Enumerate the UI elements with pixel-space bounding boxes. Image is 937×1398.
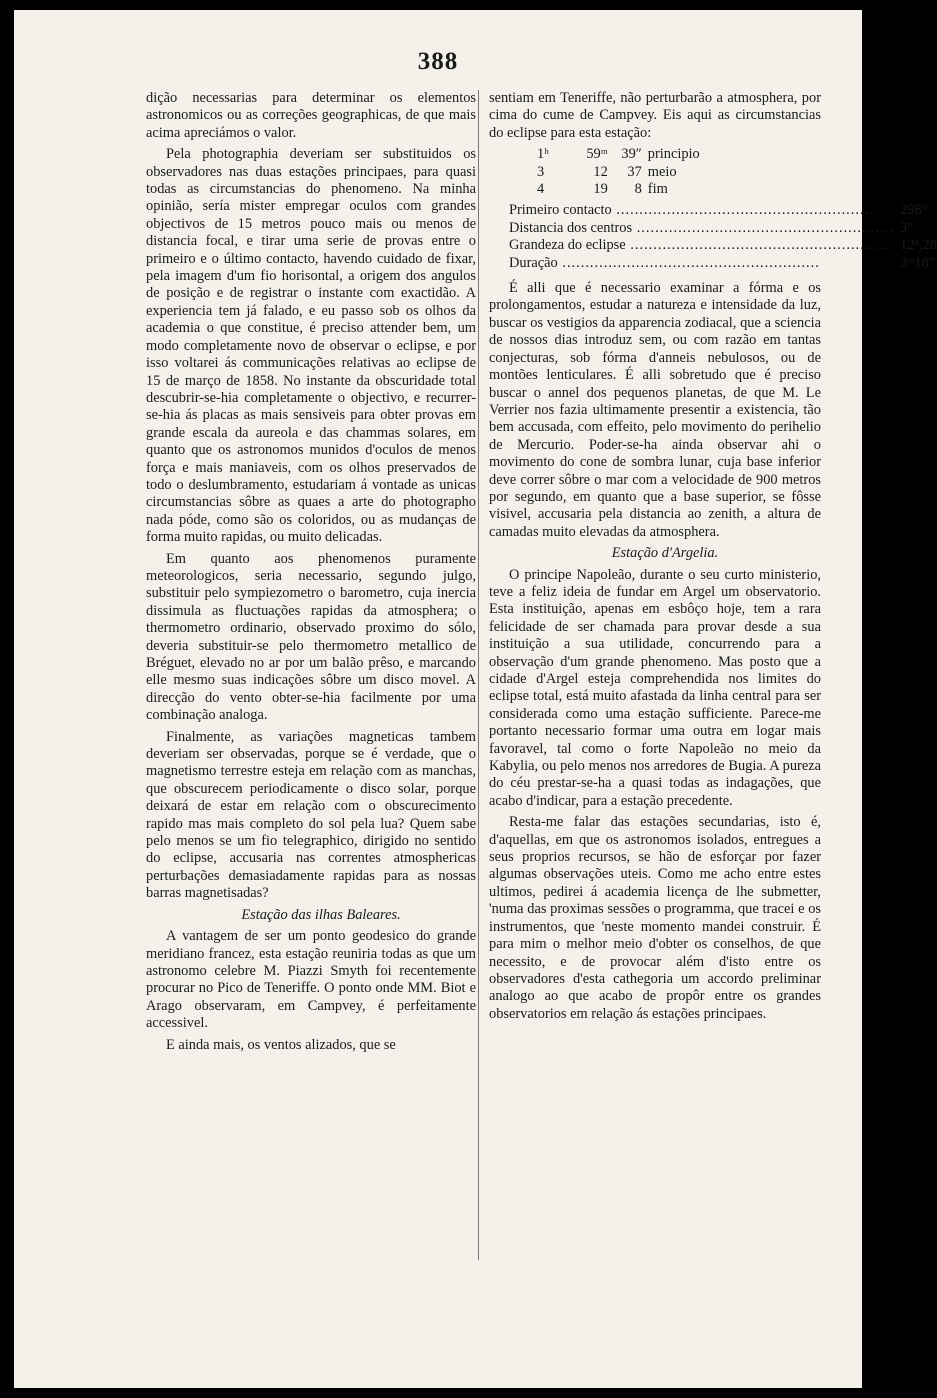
phase-label: meio [647,163,677,180]
data-value: 12ᵈ,28 [900,237,937,254]
paragraph: E ainda mais, os ventos alizados, que se [166,1036,396,1053]
paragraph: sentiam em Teneriffe, não perturbarão a atmosphera, por cima do cume de Campvey. Eis aqui as circumstancias do eclipse para esta estação: [489,90,821,141]
paragraph: Resta-me falar das estações secundarias, isto é, d'aquellas, em que os astronomos isolados, entregues a seus proprios recursos, se hão de esforçar por fazer algumas observações uteis. Como me acho entre estes ultimos, pedirei á academia licença de lhe submetter, 'numa das proximas sessões o programma, que tracei e os instrumentos, que 'neste momento mandei construir. É para mim o melhor meio d'obter os conselhos, de que necessito, e de provocar além d'isto entre os observadores d'esta cathegoria um accordo preliminar analogo ao que acabo de propôr entre os grandes observatorios em relação ás estações principaes. [489,814,821,1022]
minute: 19 [593,181,608,198]
data-row [509,255,937,272]
right-column [478,90,937,1260]
data-value: 3ᵐ18″ [900,254,935,271]
data-label: Primeiro contacto ..... [509,202,894,219]
paragraph: A vantagem de ser um ponto geodesico do grande meridiano francez, esta estação reuniria todas as que um astronomo celebre M. Piazzi Smyth foi recentemente procurar no Pico de Teneriffe. O ponto onde MM. Biot e Arago observaram, em Campvey, é perfeitamente accessivel. [146,928,476,1032]
document-page [14,10,937,1388]
data-value: 3″ [900,219,914,236]
paragraph: Finalmente, as variações magneticas tambem deveriam ser observadas, porque se é verdade, que o magnetismo terrestre esteja em relação com as manchas, que obscurecem periodicamente o disco solar, porque deixará de estar em relação com o obscurecimento rapido mas mais completo do sol pela lua? Quem sabe pelo menos se um fio telegraphico, dirigido no sentido do eclipse, accusaria nas correntes atmosphericas perturbações demasiadamente rapidas para as nossas barras magnetisadas? [146,728,476,902]
hour: 1ʰ [537,146,549,163]
data-label: Distancia dos centros ..... [509,220,894,237]
second: 37 [627,163,642,180]
data-value: 298° [900,202,928,219]
data-row [509,220,937,237]
data-row [509,202,937,219]
second: 39″ [621,146,642,163]
paragraph: Em quanto aos phenomenos puramente meteorologicos, seria necessario, segundo julgo, substituir pelo sympiezometro o barometro, cuja inercia dissimula as fluctuações rapidas da atmosphera; o thermometro ordinario, observado proximo do sólo, deveria substituir-se pelo thermometro metallico de Bréguet, elevado no ar por um balão prêso, e marcando elle mesmo suas indicações sôbre um disco movel. A direcção do vento obter-se-hia facilmente por uma combinação analoga. [146,550,476,724]
paragraph: Pela photographia deveriam ser substituidos os observadores nas duas estações principaes, para quasi todas as circumstancias do phenomeno. Na minha opinião, sería mister empregar oculos com grandes objectivos de 15 metros pouco mais ou menos de distancia focal, e tirar uma serie de provas entre o primeiro e o último contacto, havendo cuidado de fixar, pela imagem d'um fio horisontal, a origem dos angulos de posição e de registrar o instante com exactidão. A experiencia tem já falado, e eu passo sob os olhos da academia o que constitue, é preciso attender bem, um modo completamente novo de observar o eclipse, e por isso voltarei ás communicações relativas ao eclipse de 15 de março de 1858. No instante da obscuridade total descubrir-se-hia completamente o objectivo, e recurrer-se-hia ás placas as mais sensiveis para obter provas em grande escala da aureola e das chammas solares, em quanto que os astronomos munidos d'oculos de menos força e mais maniaveis, com os olhos preservados de todo o deslumbramento, estudariam á vontade as unicas circumstancias sôbre as quaes a arte do photographo nada póde, como são os coloridos, ou as mudanças de forma muito rapidas, ou muito delicadas. [146,146,476,546]
second: 8 [634,181,642,198]
data-label: Grandeza do eclipse ..... [509,237,894,254]
timing-row [537,181,787,198]
phase-label: fim [647,181,668,198]
data-label: Duração ..... [509,255,894,272]
eclipse-data-table [509,202,937,272]
paragraph: O principe Napoleão, durante o seu curto ministerio, teve a feliz ideia de fundar em Argel um observatorio. Esta instituição, apenas em esbôço hoje, tem a rara felicidade de ser chamada para provar desde a sua instituição a sua utilidade, concurrendo para a observação d'um grande phenomeno. Mas posto que a cidade d'Argel esteja comprehendida nos limites do eclipse total, está muito afastada da linha central para ser considerada como uma estação sufficiente. Parece-me portanto necessario formar uma outra em logar mais favoravel, tal como o forte Napoleão no meio da Kabylia, ou pelo menos nos arredores de Bugia. A pureza do céu prestar-se-ha a quasi todas as indagações, que acabo d'indicar, para a estação precedente. [489,566,821,809]
left-column [146,90,476,1058]
timing-row [537,164,787,181]
minute: 12 [593,163,608,180]
data-row [509,237,937,254]
hour: 4 [537,181,545,198]
minute: 59ᵐ [586,146,608,163]
paragraph: dição necessarias para determinar os elementos astronomicos ou as correções geographicas, de que mais acima apreciámos o valor. [146,90,476,141]
section-heading-argelia: Estação d'Argelia. [611,545,719,562]
section-heading-baleares: Estação das ilhas Baleares. [241,906,401,923]
phase-label: principio [647,146,700,163]
paragraph: É alli que é necessario examinar a fórma e os prolongamentos, estudar a natureza e intensidade da luz, buscar os vestigios da apparencia zodiacal, que a sciencia de nossos dias introduz sem, ou com razão em tantas conjecturas, sob fórma d'anneis nebulosos, ou de montões lenticulares. É alli sobretudo que é preciso buscar o annel dos pequenos planetas, de que M. Le Verrier nos fazia ultimamente presentir a existencia, tão bem accusada, com effeito, pelo movimento do perihelio de Mercurio. Poder-se-ha ainda observar ahi o movimento do cone de sombra lunar, cuja base inferior deve correr sôbre o mar com a velocidade de 900 metros por segundo, em quanto que a base superior, se fôsse visivel, accusaria pela distancia ao zenith, a altura de camadas muito elevadas da atmosphera. [489,280,821,540]
hour: 3 [537,163,545,180]
eclipse-timing-table [537,146,787,198]
timing-row [537,146,787,163]
page-number: 388 [417,48,459,75]
